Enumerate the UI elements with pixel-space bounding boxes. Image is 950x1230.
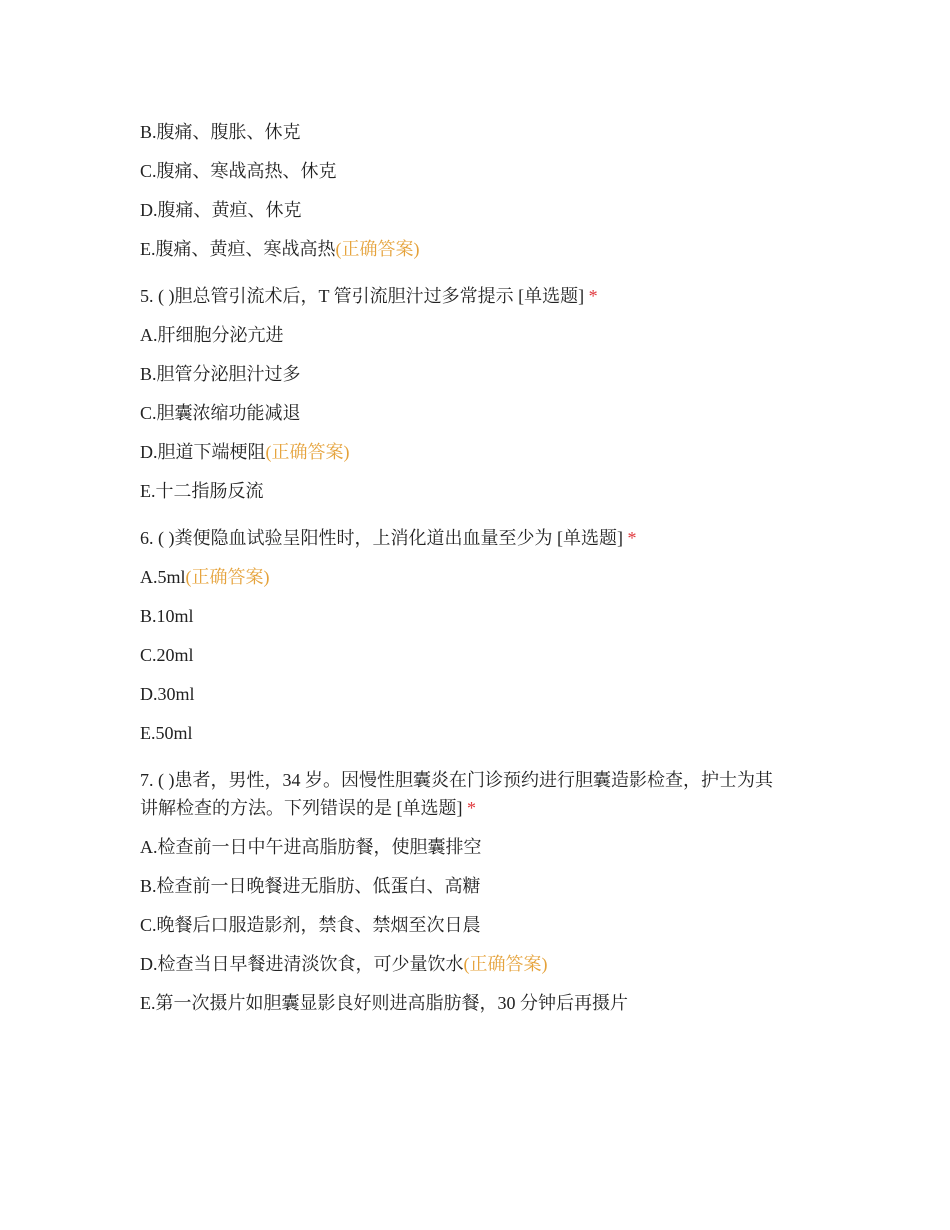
option-7d: D.检查当日早餐进清淡饮食，可少量饮水(正确答案) (140, 954, 548, 974)
option-7a: A.检查前一日中午进高脂肪餐，使胆囊排空 (140, 837, 482, 857)
option-5b: B.胆管分泌胆汁过多 (140, 364, 301, 384)
correct-answer-mark: (正确答案) (335, 239, 420, 259)
required-mark: * (627, 528, 637, 548)
question-6-title: 6. ( )粪便隐血试验呈阳性时，上消化道出血量至少为 [单选题] * (140, 528, 637, 548)
option-6c: C.20ml (140, 645, 194, 665)
option-4c: C.腹痛、寒战高热、休克 (140, 161, 337, 181)
option-4e: E.腹痛、黄疸、寒战高热(正确答案) (140, 239, 420, 259)
option-6e: E.50ml (140, 723, 193, 743)
question-7-title: 7. ( )患者，男性，34 岁。因慢性胆囊炎在门诊预约进行胆囊造影检查，护士为其 讲解检查的方法。下列错误的是 [单选题] * (140, 770, 773, 818)
option-5a: A.肝细胞分泌亢进 (140, 325, 284, 345)
option-4d: D.腹痛、黄疸、休克 (140, 200, 302, 220)
option-7b: B.检查前一日晚餐进无脂肪、低蛋白、高糖 (140, 876, 481, 896)
question-5-title: 5. ( )胆总管引流术后，T 管引流胆汁过多常提示 [单选题] * (140, 286, 598, 306)
option-5e: E.十二指肠反流 (140, 481, 264, 501)
question-4-options (140, 118, 820, 263)
option-6d: D.30ml (140, 684, 195, 704)
question-5 (140, 282, 820, 505)
required-mark: * (588, 286, 598, 306)
option-5d: D.胆道下端梗阻(正确答案) (140, 442, 350, 462)
option-5c: C.胆囊浓缩功能减退 (140, 403, 301, 423)
required-mark: * (467, 798, 476, 818)
correct-answer-mark: (正确答案) (265, 442, 350, 462)
option-7e: E.第一次摄片如胆囊显影良好则进高脂肪餐，30 分钟后再摄片 (140, 993, 628, 1013)
option-7c: C.晚餐后口服造影剂，禁食、禁烟至次日晨 (140, 915, 481, 935)
quiz-content (140, 118, 820, 1028)
correct-answer-mark: (正确答案) (185, 567, 270, 587)
option-6a: A.5ml(正确答案) (140, 567, 270, 587)
option-4b: B.腹痛、腹胀、休克 (140, 122, 301, 142)
option-6b: B.10ml (140, 606, 194, 626)
correct-answer-mark: (正确答案) (463, 954, 548, 974)
question-7 (140, 766, 820, 1017)
question-6 (140, 524, 820, 747)
